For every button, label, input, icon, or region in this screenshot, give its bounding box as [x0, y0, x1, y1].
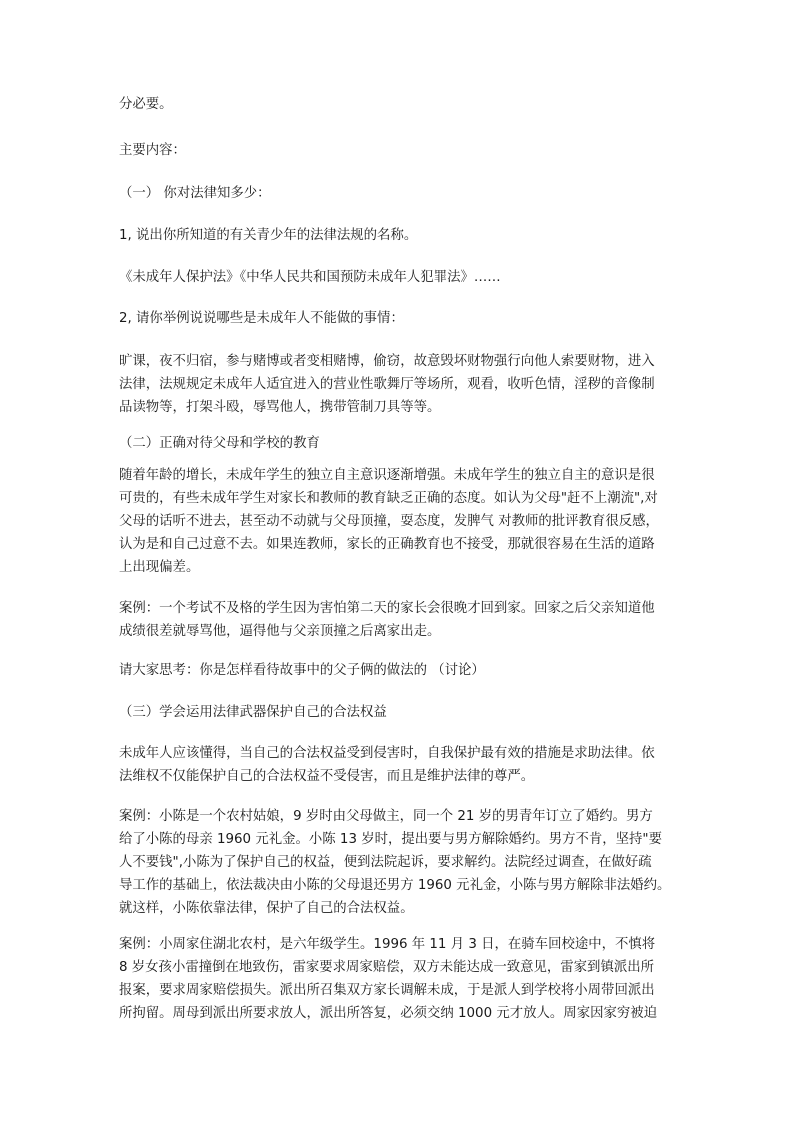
text-line: 未成年人应该懂得，当自己的合法权益受到侵害时，自我保护最有效的措施是求助法律。依: [119, 746, 655, 761]
text-line: 法维权不仅能保护自己的合法权益不受侵害，而且是维护法律的尊严。: [119, 769, 535, 784]
text-line: 8 岁女孩小雷撞倒在地致伤，雷家要求周家赔偿，双方未能达成一致意见，雷家到镇派出所: [119, 960, 655, 975]
case-2-paragraph: [119, 805, 679, 920]
forbidden-acts-paragraph: [119, 350, 679, 419]
text-line: 所拘留。周母到派出所要求放人，派出所答复，必须交纳 1000 元才放人。周家因家穷被迫: [119, 1006, 658, 1021]
text-line: 就这样，小陈依靠法律，保护了自己的合法权益。: [119, 901, 414, 916]
discussion-prompt: 请大家思考：你是怎样看待故事中的父子俩的做法的 （讨论）: [119, 663, 485, 678]
text-line: 案例：小陈是一个农村姑娘，9 岁时由父母做主，同一个 21 岁的男青年订立了婚约。男方: [119, 809, 653, 824]
paragraph-fragment: 分必要。: [119, 97, 173, 112]
section-heading-1: （一） 你对法律知多少：: [119, 186, 271, 201]
text-line: 认为是和自己过意不去。如果连教师，家长的正确教育也不接受，那就很容易在生活的道路: [119, 537, 655, 552]
question-2: 2, 请你举例说说哪些是未成年人不能做的事情：: [119, 311, 404, 326]
text-line: 案例：一个考试不及格的学生因为害怕第二天的家长会很晚才回到家。回家之后父亲知道他: [119, 601, 655, 616]
text-line: 报案，要求周家赔偿损失。派出所召集双方家长调解未成，于是派人到学校将小周带回派出: [119, 983, 655, 998]
text-line: 给了小陈的母亲 1960 元礼金。小陈 13 岁时，提出要与男方解除婚约。男方不肯，坚持"要: [119, 832, 662, 847]
text-line: 上出现偏差。: [119, 560, 200, 575]
section-heading-2: （二）正确对待父母和学校的教育: [119, 436, 320, 451]
text-line: 父母的话听不进去，甚至动不动就与父母顶撞，耍态度，发脾气 对教师的批评教育很反感，: [119, 514, 659, 529]
section-heading-main-content: 主要内容：: [119, 143, 186, 158]
text-line: 可贵的，有些未成年学生对家长和教师的教育缺乏正确的态度。如认为父母"赶不上潮流",对: [119, 491, 658, 506]
law-names: 《未成年人保护法》《中华人民共和国预防未成年人犯罪法》……: [119, 270, 501, 285]
text-line: 人不要钱",小陈为了保护自己的权益，便到法院起诉，要求解约。法院经过调查，在做好疏: [119, 855, 652, 870]
section-heading-3: （三）学会运用法律武器保护自己的合法权益: [119, 705, 387, 720]
text-line: 旷课，夜不归宿，参与赌博或者变相赌博，偷窃，故意毁坏财物强行向他人索要财物，进入: [119, 354, 655, 369]
text-line: 随着年龄的增长，未成年学生的独立自主意识逐渐增强。未成年学生的独立自主的意识是很: [119, 468, 655, 483]
education-paragraph: [119, 464, 679, 579]
text-line: 品读物等，打架斗殴，辱骂他人，携带管制刀具等等。: [119, 400, 441, 415]
text-line: 案例：小周家住湖北农村，是六年级学生。1996 年 11 月 3 日，在骑车回校途中，不慎将: [119, 937, 656, 952]
case-3-paragraph: [119, 933, 679, 1025]
question-1: 1, 说出你所知道的有关青少年的法律法规的名称。: [119, 228, 418, 243]
text-line: 导工作的基础上，依法裁决由小陈的父母退还男方 1960 元礼金，小陈与男方解除非法婚约。: [119, 878, 671, 893]
text-line: 法律，法规规定未成年人适宜进入的营业性歌舞厅等场所，观看，收听色情，淫秽的音像制: [119, 377, 655, 392]
case-1-paragraph: [119, 597, 679, 643]
text-line: 成绩很差就辱骂他，逼得他与父亲顶撞之后离家出走。: [119, 624, 441, 639]
legal-rights-paragraph: [119, 742, 679, 788]
